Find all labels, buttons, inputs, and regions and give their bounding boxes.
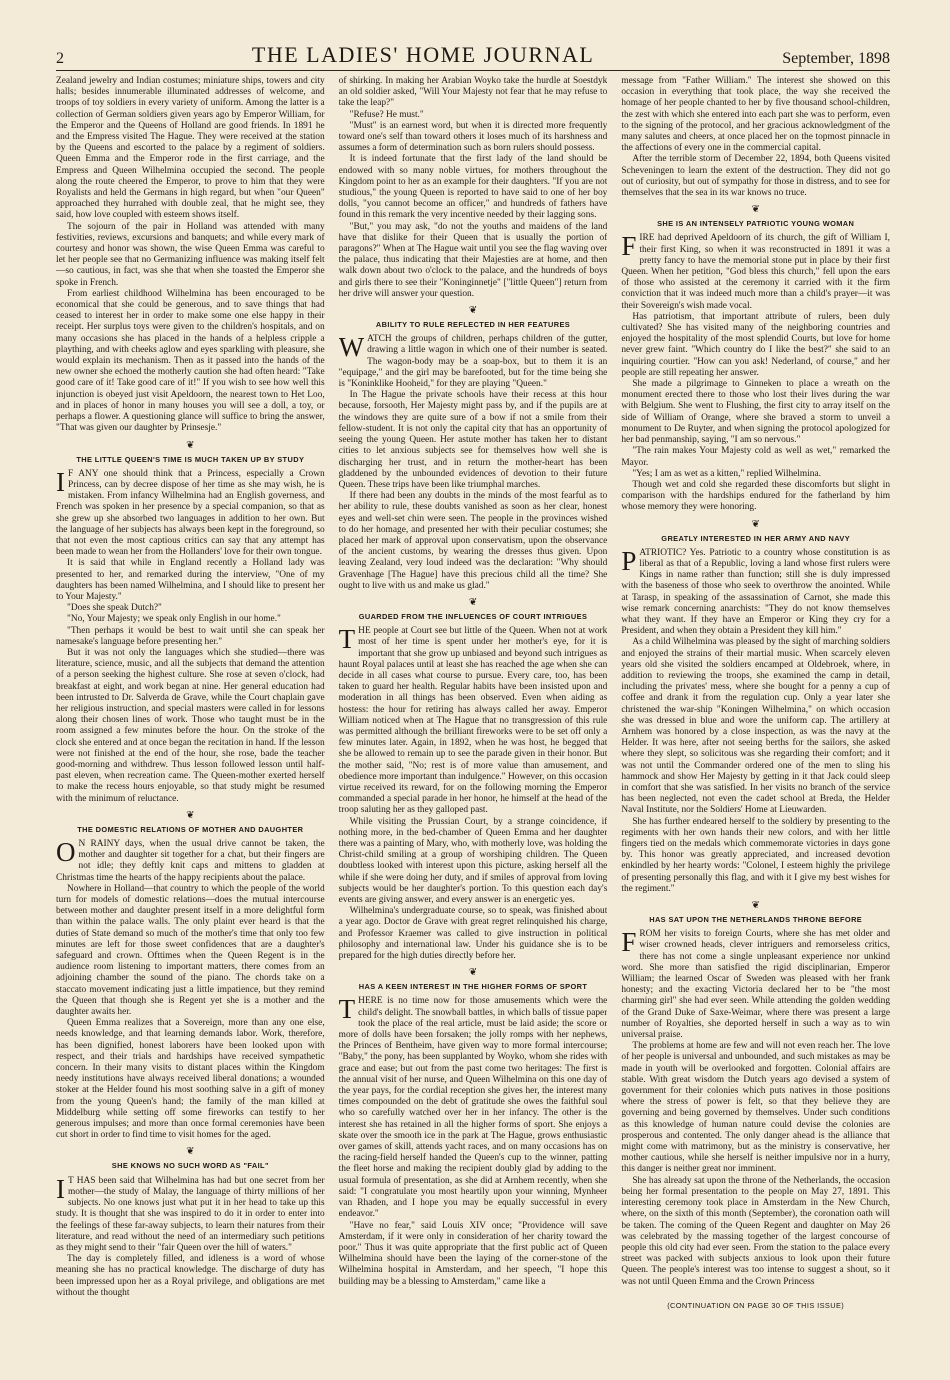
- ornament-icon: ❦: [751, 900, 760, 912]
- paragraph: Though wet and cold she regarded these discomforts but slight in comparison with the hardships endured for the fatherland by him whose memory they were honoring.: [621, 479, 891, 513]
- drop-cap: O: [56, 837, 76, 867]
- ornament-icon: ❦: [468, 596, 478, 608]
- paragraph: She has further endeared herself to the soldiery by presenting to the regiments with her own hands their new colors, and with her little fingers tied on the medals which commemorate victories in days gone by. This honor was greatly appreciated, and increased devotion enkindled by her hearty words: "Colonel, I esteem highly the privilege of presenting personally this flag, and with it I give my best wishes for the regiment.": [621, 816, 891, 894]
- ornament-icon: ❦: [186, 1146, 195, 1158]
- paragraph: It is said that while in England recently a Holland lady was presented to her, and remarked during the interview, "One of my daughters has been named Wilhelmina, and I should like to present her to Your Majesty.": [56, 558, 325, 602]
- paragraph: Zealand jewelry and Indian costumes; miniature ships, towers and city halls; besides innumerable illuminated addresses of welcome, and troops of toy soldiers in every variety of uniform. Among the latter is a collection of German soldiers given years ago by Emperor William, for the Emperor and the Queens of Holland are good friends. In 1891 he and the Empress visited The Hague. They were received at the station by the Queens and escorted to the palace by a regiment of soldiers. Queen Emma and the Emperor rode in the first carriage, and the Empress and Queen Wilhelmina occupied the second. The people along the route cheered the Emperor, to prove to him that they were Royalists and held the Germans in high regard, but when "our Queen" approached they hurrahed with double zeal, that he might see, they said, how love coupled with esteem shows itself.: [56, 76, 325, 221]
- paragraph: "Refuse? He must.": [349, 109, 424, 120]
- drop-cap: P: [621, 545, 637, 576]
- drop-cap: I: [56, 1173, 65, 1204]
- paragraph: In The Hague the private schools have their recess at this hour because, forsooth, Her Majesty might pass by, and if the pupils are at the windows they are quite sure of a bow if not a smile from their fellow-student. It is not only the capital city that has an opportunity of seeing the young Queen. Her astute mother has taken her to distant cities to let anxious subjects see for themselves how well she is discharging her trust, and in return the mother-heart has been gladdened by the unbounded evidences of devotion to their future Queen. These trips have been like triumphal marches.: [338, 390, 608, 490]
- paragraph: PATRIOTIC? Yes. Patriotic to a country whose constitution is as liberal as that of a Republic, loving a land whose first rulers were Kings in name rather than function; still she is duly impressed with the baseness of those who seek to overthrow the anointed. While at Tarasp, in speaking of the assassination of Carnot, she made this wise remark concerning anarchists: "They do not know themselves what they want. If they have an Emperor or King they cry for a President, and when they obtain a President they kill him.": [621, 545, 891, 637]
- paragraph: After the terrible storm of December 22, 1894, both Queens visited Scheveningen to learn the extent of the destruction. They did not go out of curiosity, but out of sympathy for those in distress, and to see for themselves that the sea in its war knows no truce.: [621, 154, 891, 199]
- paragraph: From earliest childhood Wilhelmina has been encouraged to be economical that she could be generous, and to save things that had ceased to interest her in order to make some one else happy in their receipt. Her surplus toys were given to the children's hospitals, and on many occasions she has placed in the hands of a helpless cripple a plaything, and with cheeks aglow and eyes sparkling with pleasure, she would explain its mechanism. Then as it passed into the hands of the new owner she echoed the motherly caution she had often heard: "Take good care of it! Take good care of it!" If you wish to see how well this injunction is obeyed just visit Apeldoorn, the nearest town to Het Loo, and in places of honor in many houses you will see a doll, a toy, or perhaps a flower. A questioning glance will suffice to bring the answer, "That was given our daughter by Prinsesje.": [56, 288, 325, 434]
- paragraph: The sojourn of the pair in Holland was attended with many festivities, reviews, excursions and banquets; and while every mark of courtesy and honor was shown, the wise Queen Emma was careful to let her people see that no Germanizing influence was making itself felt—so cautious, in fact, was she that when she toasted the Emperor she spoke in French.: [56, 221, 325, 288]
- page-header: [56, 38, 890, 68]
- column-2: [339, 76, 608, 1368]
- column-3: [621, 76, 890, 1368]
- paragraph: If there had been any doubts in the minds of the most fearful as to her ability to rule, these doubts vanished as soon as her clear, honest eyes and well-set chin were seen. The people in the provinces wished to do her homage, and presented her with their peculiar costumes; she placed her mark of approval upon conservatism, upon the observance of the ancient customs, by wearing the dresses thus given. Upon leaving Zealand, very loud indeed was the declaration: "Why should Gravenhage [The Hague] have this precious child all the time? She ought to live with us and make us glad.": [338, 491, 608, 591]
- paragraph: It is indeed fortunate that the first lady of the land should be endowed with so many noble virtues, for mothers throughout the Kingdom point to her as an example for their daughters. "If you are not studious," the young Queen is reported to have said to one of her boy dolls, "you cannot become an officer," and hundreds of fathers have found in this remark the very incentive needed by their lagging sons.: [338, 154, 608, 221]
- drop-cap: W: [338, 332, 365, 363]
- paragraph: "No, Your Majesty; we speak only English in our home.": [67, 614, 281, 625]
- paragraph: "Yes; I am as wet as a kitten," replied Wilhelmina.: [632, 468, 822, 479]
- paragraph: "Then perhaps it would be best to wait until she can speak her namesake's language before presenting her.": [56, 625, 325, 647]
- section-heading: GUARDED FROM THE INFLUENCES OF COURT INTRIGUES: [358, 611, 588, 621]
- ornament-icon: ❦: [751, 204, 760, 216]
- paragraph: As a child Wilhelmina was pleased by the sight of marching soldiers and enjoyed the strains of their martial music. When scarcely eleven years old she visited the soldiers encamped at Oldebroek, where, in addition to reviewing the troops, she examined the camp in detail, including the privates' mess, where she bought for a penny a cup of coffee and drank it from the regulation cup. Only a year later she christened the war-ship "Koningen Wilhelmina," on which occasion she was dressed in blue and wore the uniform cap. The artillery at Arnhem was honored by a close inspection, as was the navy at the Helder. It was here, after not seeing berths for the sailors, she asked where they slept, so solicitous was she regarding their comfort; and it was not until the Commander ordered one of the men to sling his hammock and show Her Majesty by getting in it that Jack could sleep in comfort that she was satisfied. In her visits no branch of the service has been neglected, not even the cadet school at Breda, the Helder Naval Institute, nor the Soldiers' Home at Lieuwarden.: [621, 637, 891, 816]
- paragraph: Wilhelmina's undergraduate course, so to speak, was finished about a year ago. Doctor de Grave with great regret relinquished his charge, and Professor Kraemer was called to give instruction in political philosophy and international law. Under his guidance she is to be prepared for the high duties directly before her.: [338, 906, 608, 962]
- section-heading: ABILITY TO RULE REFLECTED IN HER FEATURES: [375, 320, 571, 330]
- paragraph: She made a pilgrimage to Ginneken to place a wreath on the monument erected there to those who lost their lives during the war with Belgium. She went to Flushing, the first city to array itself on the side of William of Orange, where she braved a storm to unveil a monument to De Ruyter, and when signing the protocol apologized for her bad penmanship, saying, "I am so nervous.": [621, 379, 891, 446]
- paragraph: FIRE had deprived Apeldoorn of its church, the gift of William I, their first King, so when it was reconstructed in 1891 it was a pretty fancy to have the memorial stone put in place by their first Queen. When her petition, "God bless this church," fell upon the ears of those who assisted at the ceremony it carried with it the firm conviction that it was indeed much more than a child's prayer—it was their Sovereign's wish made vocal.: [621, 231, 891, 311]
- section-heading: HAS SAT UPON THE NETHERLANDS THRONE BEFORE: [649, 915, 863, 925]
- section-heading: SHE KNOWS NO SUCH WORD AS "FAIL": [111, 1161, 269, 1171]
- paragraph: of shirking. In making her Arabian Woyko take the hurdle at Soestdyk an old soldier asked, "Will Your Majesty not fear that he may refuse to take the leap?": [338, 76, 608, 109]
- paragraph: message from "Father William." The interest she showed on this occasion in everything that took place, the way she received the homage of her people chanted to her by five thousand school-children, the zest with which she entered into each part she was to perform, even to the signing of the protocol, and her gracious acknowledgment of the many salutes and cheers, at once placed her on the topmost pinnacle in the affections of every one in the commercial capital.: [621, 76, 891, 154]
- paragraph: THE people at Court see but little of the Queen. When not at work most of her time is spent under her mother's eye, for it is important that she grow up unbiased and beyond such intrigues as haunt Royal palaces until at least she has reached the age when she can decide in all cases what course to pursue. Every care, too, has been taken to guard her health. Regular habits have been insisted upon and moderation in all things has been observed. Even when aiding as hostess: the hour for retiring has always called her away. Emperor William noticed when at The Hague that no transgression of this rule was permitted although the brilliant fireworks were to be set off only a few minutes later. Again, in 1892, when he was host, he begged that she be allowed to remain up to see the parade given in their honor. But the mother said, "No; rest is of more value than amusement, and obedience more important than indulgence." However, on this occasion virtue received its reward, for on the following morning the Emperor commanded a special parade in her honor, he himself at the head of the troop saluting her as they galloped past.: [338, 624, 608, 816]
- header-rule: [56, 70, 890, 71]
- paragraph: "Does she speak Dutch?": [67, 603, 162, 614]
- paragraph: "But," you may ask, "do not the youths and maidens of the land have that dislike for their Queen that is usually the portion of paragons?" When at The Hague wait until you see the flag waving over the palace, thus indicating that their Majesties are at home, and then walk down about two o'clock to the palace, and the hundreds of boys and girls there to see their "Koninginnetje" ["little Queen"] return from her drive will answer your question.: [338, 221, 608, 299]
- ornament-icon: ❦: [468, 967, 478, 979]
- drop-cap: I: [56, 466, 65, 497]
- drop-cap: F: [621, 231, 637, 262]
- issue-date: September, 1898: [782, 50, 890, 67]
- paragraph: "The rain makes Your Majesty cold as well as wet," remarked the Mayor.: [621, 446, 891, 468]
- column-1: [56, 76, 325, 1368]
- ornament-icon: ❦: [751, 518, 760, 530]
- paragraph: The problems at home are few and will not even reach her. The love of her people is universal and unbounded, and such mistakes as may be made in youth will be overlooked and forgotten. Colonial affairs are stable. With great wisdom the Dutch years ago devised a system of government for their colonies which puts natives in those positions where the stress of power is felt, so that they believe they are governing and being governed by themselves. Under such conditions as this knowledge of human nature could devise the colonies are prosperous and contented. The only danger ahead is the alliance that might come with matrimony, but as the ministry is conservative, her mother cautious, while she herself is neither impulsive nor in a hurry, this danger is neither great nor imminent.: [621, 1041, 891, 1175]
- article-columns: [56, 76, 890, 1368]
- section-heading: SHE IS AN INTENSELY PATRIOTIC YOUNG WOMAN: [657, 219, 855, 229]
- ornament-icon: ❦: [468, 305, 478, 317]
- paragraph: Queen Emma realizes that a Sovereign, more than any one else, needs knowledge, and that learning demands labor. Work, therefore, has been dignified, honest laborers have been looked upon with respect, and their trials and hardships have received sympathetic concern. In their many visits to distant places within the Kingdom needy institutions have always received liberal donations; a wounded stoker at the Helder found his most soothing salve in a gift of money from the young Queen's hand; the family of the man killed at Middelburg while setting off some fireworks can testify to her generous impulses; and more than once formal ceremonies have been cut short in order to find time to visit homes for the aged.: [56, 1018, 325, 1141]
- paragraph: WATCH the groups of children, perhaps children of the gutter, drawing a little wagon in which one of their number is seated. The wagon-body may be a soap-box, but to them it is an "equipage," and the girl may be barefooted, but for the time being she is "Koninklike Hooheid," for they are playing "Queen.": [338, 332, 608, 390]
- paragraph: I T HAS been said that Wilhelmina has had but one secret from her mother—the study of Malay, the language of thirty millions of her subjects. No one knows just what put it in her head to take up this study. It is thought that she was inspired to do it in order to enter into the feelings of these far-away subjects, to learn their natures from their literature, and read without the need of an intermediary such petitions as they might send to their "fair Queen over the hill of waters.": [56, 1173, 325, 1253]
- paragraph: I F ANY one should think that a Princess, especially a Crown Princess, can by decree dispose of her time as she may wish, he is mistaken. From infancy Wilhelmina had an English governess, and French was spoken in her presence by a special companion, so that as she grew up she absorbed two languages in addition to her own. But the language of her subjects has always been kept in the foreground, so that not even the most captious critics can say that any attempt has been made to wean her from the Hollanders' love for their own tongue.: [56, 466, 325, 558]
- ornament-icon: ❦: [186, 439, 195, 451]
- paragraph: O N RAINY days, when the usual drive cannot be taken, the mother and daughter sit together for a chat, but their fingers are not idle; they deftly knit caps and mittens to gladden at Christmas time the hearts of the happy recipients about the palace.: [56, 837, 325, 883]
- drop-cap: F: [621, 927, 637, 958]
- paragraph: Nowhere in Holland—that country to which the people of the world turn for models of domestic relations—does the mutual intercourse between mother and daughter present itself in a more delightful form than within the palace walls. The only plaint ever heard is that the duties of State demand so much of the mother's time that only too few minutes are left for those sweet confidences that are a daughter's safeguard and crown. Ofttimes when the Queen Regent is in the audience room listening to important matters, there comes from an adjoining chamber the sound of the piano. The chords take on a staccato movement indicating just a little impatience, but they remind the Queen that though she is Regent yet she is a mother and the daughter awaits her.: [56, 883, 325, 1018]
- paragraph: FROM her visits to foreign Courts, where she has met older and wiser crowned heads, clever intriguers and remorseless critics, there has not come a single unpleasant experience nor unkind word. She more than satisfied the rigid disciplinarian, Emperor William; the learned Oscar of Sweden was pleased with her frank honesty; and the exacting Victoria declared her to be "the most charming girl" she had ever seen. While attending the golden wedding of the Grand Duke of Saxe-Weimar, where there was present a large number of Royalties, she deported herself in such a way as to win universal praise.: [621, 927, 891, 1041]
- section-heading: HAS A KEEN INTEREST IN THE HIGHER FORMS OF SPORT: [358, 982, 588, 992]
- journal-title: THE LADIES' HOME JOURNAL: [251, 42, 595, 67]
- paragraph: THERE is no time now for those amusements which were the child's delight. The snowball battles, in which balls of tissue paper took the place of the real article, must be laid aside; the score or more of dolls have been forsaken; the jolly romps with her nephews, the Princes of Bentheim, have given way to more formal intercourse; "Baby," the pony, has been supplanted by Woyko, whom she rides with grace and ease; but out from the past come two heritages: The first is the annual visit of her nurse, and Queen Wilhelmina on this one day of the year pays, for the cordial reception she gives her, the interest many times compounded on the debt of gratitude she owes the faithful soul who so carefully watched over her in her infancy. The other is the interest she has retained in all the higher forms of sport. She enjoys a skate over the smooth ice in the park at The Hague, grows enthusiastic over games of skill, attends yacht races, and on many occasions has on the racing-field herself handed the Queen's cup to the winner, patting the fleet horse and making the recipient doubly glad by adding to the usual formula of presentation, as she did at Arnhem recently, when she said: "I congratulate you most heartily upon your winning, Mynheer van Rhaden, and I hope you may be equally successful in every endeavor.": [338, 994, 608, 1220]
- drop-cap: T: [338, 624, 356, 655]
- section-heading: THE DOMESTIC RELATIONS OF MOTHER AND DAUGHTER: [77, 824, 304, 834]
- continuation-note[interactable]: (CONTINUATION ON PAGE 30 OF THIS ISSUE): [667, 1300, 845, 1310]
- paragraph: Has patriotism, that important attribute of rulers, been duly cultivated? She has visited many of the neighboring countries and enjoyed the hospitality of the most splendid Courts, but love for home never grew faint. "Which country do I like the best?" she said to an inquiring courtier. "How can you ask! Nederland, of course," and her people are still repeating her answer.: [621, 311, 891, 378]
- page-number: 2: [56, 50, 64, 67]
- section-heading: THE LITTLE QUEEN'S TIME IS MUCH TAKEN UP BY STUDY: [76, 454, 305, 464]
- paragraph: While visiting the Prussian Court, by a strange coincidence, if nothing more, in the bed-chamber of Queen Emma and her daughter there was a painting of Mary, who, with motherly love, was holding the Christ-child smiling at a group of worshiping children. The Queen doubtless looked with interest upon this picture, asking herself all the while if she were doing her duty, and if smiles of approval from loving subjects would be her daughter's portion. To this question each day's events are giving answer, and every answer is an energetic yes.: [338, 816, 608, 906]
- ornament-icon: ❦: [186, 809, 195, 821]
- paragraph: "Must" is an earnest word, but when it is directed more frequently toward one's self than toward others it loses much of its harshness and assumes a form of determination such as born rulers should possess.: [338, 120, 608, 154]
- paragraph: She has already sat upon the throne of the Netherlands, the occasion being her formal presentation to the people on May 27, 1891. This interesting ceremony took place in Amsterdam in the New Church, where, on the sixth of this month (September), the coronation oath will be taken. The coming of the Queen Regent and daughter on May 26 was celebrated by the massing together of the largest concourse of people this old city had ever seen. From the station to the palace every street was packed with subjects anxious to look upon their future Queen. The people's interest was too intense to suggest a shout, so it was not until Queen Emma and the Crown Princess: [621, 1175, 891, 1287]
- paragraph: "Have no fear," said Louis XIV once; "Providence will save Amsterdam, if it were only in consideration of her charity toward the poor." Thus it was quite appropriate that the first public act of Queen Wilhelmina should have been the laying of the corner-stone of the Wilhelmina hospital in Amsterdam, and her speech, "I hope this building may be a blessing to Amsterdam," came like a: [338, 1220, 608, 1287]
- paragraph: The day is completely filled, and idleness is a word of whose meaning she has no practical knowledge. The discharge of duty has been impressed upon her as a Royal privilege, and obligations are met without the thought: [56, 1254, 325, 1298]
- drop-cap: T: [338, 994, 356, 1025]
- section-heading: GREATLY INTERESTED IN HER ARMY AND NAVY: [661, 533, 851, 543]
- paragraph: But it was not only the languages which she studied—there was literature, science, music, and all the subjects that demand the attention of a person seeking the highest culture. She rose at seven o'clock, had breakfast at eight, and work began at nine. Her general education had been intrusted to Dr. Salverda de Grave, while the Court chaplain gave her religious instruction, and special masters were called in for lessons along their chosen lines of work. Those who taught must be in the room assigned a few minutes before the hour. On the stroke of the clock she entered and at once began the recitation in hand. If the lesson were not finished at the end of the hour, she rose, bade the teacher good-morning and withdrew. Thus lesson followed lesson until half-past eleven, when recreation came. The Queen-mother exerted herself to make the recess hours enjoyable, so that study might be resumed with the minimum of reluctance.: [56, 647, 325, 804]
